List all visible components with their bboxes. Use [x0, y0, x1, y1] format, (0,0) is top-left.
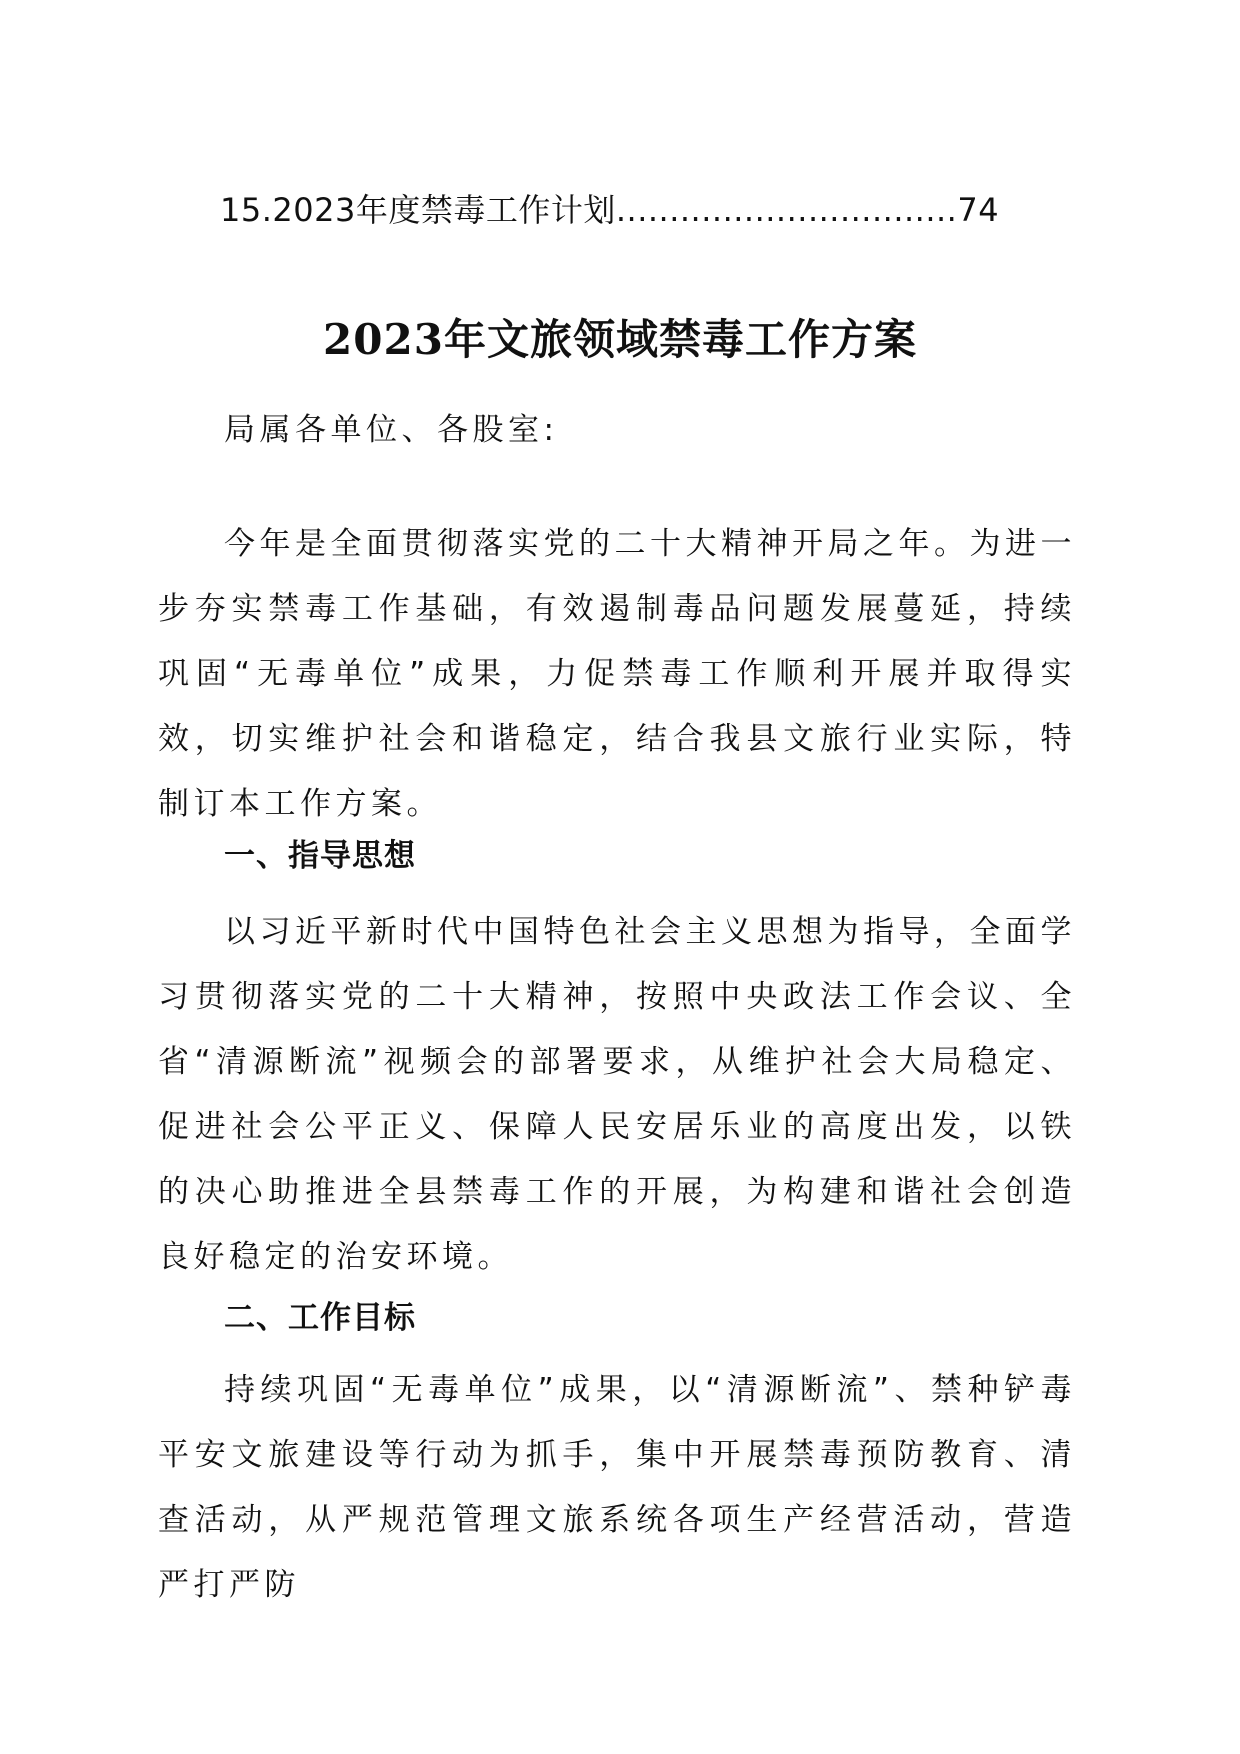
- section-paragraph-work-goals: 持续巩固“无毒单位”成果，以“清源断流”、禁种铲毒平安文旅建设等行动为抓手，集中开展禁毒预防教育、清查活动，从严规范管理文旅系统各项生产经营活动，营造严打严防: [158, 1372, 1076, 1603]
- section-heading-work-goals: 二、工作目标: [224, 1300, 416, 1336]
- section-heading-guiding-ideology: 一、指导思想: [224, 838, 416, 874]
- toc-entry[interactable]: [220, 188, 1020, 232]
- toc-page-number: 74: [957, 191, 1000, 229]
- toc-entry-title: 15.2023年度禁毒工作计划: [220, 191, 616, 229]
- toc-leader-dots: ................................: [615, 191, 958, 229]
- section-paragraph-guiding-ideology: 以习近平新时代中国特色社会主义思想为指导，全面学习贯彻落实党的二十大精神，按照中央政法工作会议、全省“清源断流”视频会的部署要求，从维护社会大局稳定、促进社会公平正义、保障人民安居乐业的高度出发，以铁的决心助推进全县禁毒工作的开展，为构建和谐社会创造良好稳定的治安环境。: [158, 914, 1076, 1275]
- document-title: 2023年文旅领域禁毒工作方案: [323, 315, 917, 364]
- intro-paragraph: 今年是全面贯彻落实党的二十大精神开局之年。为进一步夯实禁毒工作基础，有效遏制毒品问题发展蔓延，持续巩固“无毒单位”成果，力促禁毒工作顺利开展并取得实效，切实维护社会和谐稳定，结合我县文旅行业实际，特制订本工作方案。: [158, 526, 1076, 822]
- salutation: 局属各单位、各股室:: [224, 412, 559, 448]
